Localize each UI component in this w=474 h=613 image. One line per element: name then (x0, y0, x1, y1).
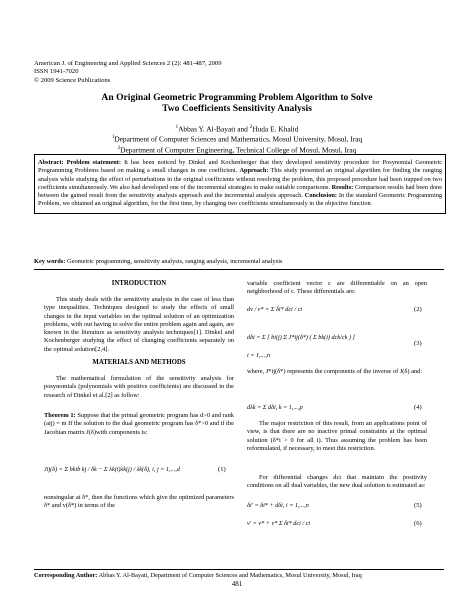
corresponding-author-label: Corresponding Author: (34, 572, 98, 579)
equation-6-number: (6) (414, 520, 422, 527)
keywords-text: Geometric programming, sensitivity analysis, ranging analysis, incremental analysis (65, 258, 283, 265)
methods-heading: MATERIALS AND METHODS (92, 359, 186, 366)
footer-divider (34, 569, 444, 570)
intro-heading: INTRODUCTION (111, 280, 167, 287)
right-intro-text: variable coefficient vector c are differentiable on an open neighborhood of c. These differentials are: (247, 280, 427, 296)
major-restriction-text: The major restriction of this result, from an applications point of view, is that there are no inactive primal constraints at the optimal solution (δ*i > 0 for all i). Thus assuming the problem has been reformulated, if necessary, to meet this restriction. (247, 420, 427, 452)
affiliation-2-text: Department of Computer Engineering, Technical College of Mosul, Mosul, Iraq (120, 145, 357, 155)
equation-4-number: (4) (414, 404, 422, 411)
abstract-results: Comparison results had been done between the gained result from the sensitivity analysis approach and the incremental analysis approach. (38, 183, 442, 200)
corresponding-author (34, 572, 362, 579)
author-sup-2: 2 (249, 125, 253, 130)
keywords-label: Key words: (34, 258, 66, 265)
results-label: Results: (331, 183, 354, 191)
author-name-1: Abbas Y. Al-Bayati and (178, 124, 250, 134)
equation-5-number: (5) (414, 502, 422, 509)
title-line-1: An Original Geometric Programming Problem Algorithm to Solve (101, 92, 373, 103)
equation-1-number: (1) (218, 466, 226, 473)
journal-header (34, 60, 222, 85)
abstract-conclusion: In the standard Geometric Programming Problem, we obtained an original algorithm, for the first time, by changing two coefficients simultaneously in the objective function. (38, 192, 442, 208)
equation-3: dδi = Σ [ bi(j) Σ J*ij(δ*) ( Σ bk(i) dck/ck ) ] (247, 334, 355, 341)
equation-1: Jij(δ) = Σ bkib kj / δk − Σ λk(i)λk(j) / λk(δ), i, j = 1,...,d (44, 466, 180, 473)
after-eq1-text: nonsingular at δ*, then the functions which give the optimized parameters δ* and v(δ*) in terms of the (44, 494, 234, 510)
affiliation-1-text: Department of Computer Sciences and Mathematics, Mosul University, Mosul, Iraq (114, 134, 363, 144)
page-number: 481 (231, 580, 243, 588)
journal-issn: ISSN 1941-7020 (34, 68, 79, 76)
title-line-2: Two Coefficients Sensitivity Analysis (162, 103, 312, 114)
author-sup-1: 1 (175, 125, 179, 130)
abstract-approach: This study presented an original algorithm for finding the ranging analysis while studying the effect of perturbations in the original coefficients without resolving the problem, this proposed procedure had been trapped on two coefficients simultaneously. We also had developed one of the incremental strategies to make suitable comparisons. (38, 167, 443, 191)
where-text: where, J*ij(δ*) represents the components of the inverse of J(δ) and: (247, 368, 423, 375)
equation-3-range: i = 1,...,n (247, 352, 270, 359)
theorem-label: Theorem 1: (44, 412, 76, 419)
equation-3-number: (3) (414, 340, 422, 347)
affiliation-1 (0, 133, 474, 143)
equation-6: v' = v* + v* Σ δi* dci / ci (247, 520, 311, 527)
keywords (34, 258, 444, 266)
author-block (0, 123, 474, 154)
affiliation-sup-1: 1 (111, 135, 115, 141)
abstract-box (34, 154, 446, 214)
methods-paragraph: The mathematical formulation of the sensitivity analysis for posynomials (polynomials with positive coefficients) are discussed in the research of Dinkel et al.[2] as follow: (44, 375, 234, 399)
journal-citation: American J. of Engineering and Applied Sciences 2 (2): 481-487, 2009 (34, 60, 222, 67)
equation-5: δi' = δi* + dδi, i = 1,...,n (247, 502, 309, 509)
author-name-2: Huda E. Khalid (252, 124, 299, 134)
abstract-problem: It has been noticed by Dinkel and Kochenberger that they developed sensitivity procedure for Posynomial Geometric Programming Problems based on making a small changes in one coefficient. (38, 159, 442, 175)
journal-copyright: © 2009 Science Publications (34, 76, 111, 84)
theorem-1 (44, 412, 234, 437)
author-names (0, 123, 474, 133)
paper-title (0, 92, 474, 114)
affiliation-sup-2: 2 (117, 145, 121, 151)
approach-label: Approach: (239, 167, 269, 175)
keywords-divider (34, 269, 444, 270)
intro-paragraph: This study deals with the sensitivity analysis in the case of less than type inequalities. Techniques designed to study the effects of small changes in the input variables on the optimal solution of an optimization problems, with out having to solve the entire problem again and again, are known in the literature as sensitivity analysis techniques[1]. Dinkel and Kochenberger studying the effect of changing coefficients separately on the optimal solution[2,4]. (44, 296, 234, 353)
abstract-label: Abstract: Problem statement: (38, 159, 121, 166)
conclusion-label: Conclusion: (304, 192, 337, 200)
differential-changes-text: For differential changes dci that maintain the positivity conditions on all dual variables, the new dual solution is estimated as: (247, 474, 427, 490)
affiliation-2 (0, 144, 474, 154)
equation-2: dv / v* = Σ δi* dci / ci (247, 306, 303, 313)
theorem-text: Suppose that the primal geometric program has d>0 and rank (aij) = m If the solution to the dual geometric program has δ*>0 and if the Jacobian matrix J(δ)with components is: (44, 412, 234, 436)
equation-4: dλk = Σ dδi, k = 1,...,p (247, 404, 303, 411)
equation-2-number: (2) (414, 306, 422, 313)
corresponding-author-text: Abbas Y. Al-Bayati, Department of Computer Sciences and Mathematics, Mosul University, Mosul, Iraq (97, 572, 362, 579)
